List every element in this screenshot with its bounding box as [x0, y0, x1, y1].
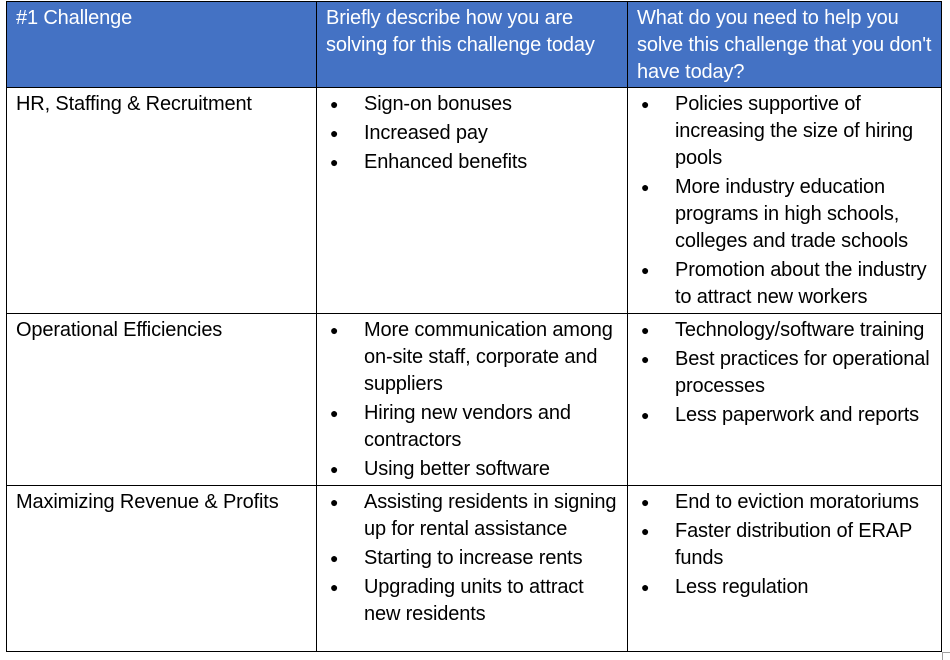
bullet-icon: ● [330, 461, 339, 477]
bullet-icon: ● [641, 96, 650, 112]
needs-cell [628, 88, 942, 314]
bullet-list [326, 489, 619, 628]
list-item-text: Assisting residents in signing up for rental assistance [364, 491, 617, 540]
list-item-text: Upgrading units to attract new residents [364, 576, 584, 625]
list-item-text: Hiring new vendors and contractors [364, 402, 571, 451]
list-item-text: Promotion about the industry to attract new workers [675, 259, 927, 308]
table-row [7, 314, 942, 486]
list-item-text: Sign-on bonuses [364, 93, 512, 115]
bullet-list [637, 489, 933, 601]
solving-today-cell [317, 486, 628, 652]
table-header [7, 2, 942, 88]
table-row [7, 486, 942, 652]
list-item [326, 120, 619, 147]
list-item-text: Less regulation [675, 576, 809, 598]
bullet-icon: ● [641, 262, 650, 278]
header-row [7, 2, 942, 88]
list-item-text: More industry education programs in high schools, colleges and trade schools [675, 176, 908, 252]
header-challenge: #1 Challenge [7, 2, 317, 88]
challenges-table [6, 1, 942, 652]
list-item-text: End to eviction moratoriums [675, 491, 919, 513]
bullet-icon: ● [330, 125, 339, 141]
list-item [637, 574, 933, 601]
solving-today-cell [317, 88, 628, 314]
header-needs: What do you need to help you solve this challenge that you don't have today? [628, 2, 942, 88]
bullet-icon: ● [641, 322, 650, 338]
list-item-text: Starting to increase rents [364, 547, 583, 569]
list-item [637, 402, 933, 429]
bullet-icon: ● [330, 494, 339, 510]
bullet-icon: ● [641, 579, 650, 595]
list-item-text: Faster distribution of ERAP funds [675, 520, 912, 569]
bullet-icon: ● [330, 405, 339, 421]
bullet-icon: ● [330, 579, 339, 595]
list-item-text: Enhanced benefits [364, 151, 528, 173]
list-item-text: Policies supportive of increasing the size of hiring pools [675, 93, 914, 169]
list-item-text: Less paperwork and reports [675, 404, 920, 426]
list-item [326, 317, 619, 398]
list-item [326, 149, 619, 176]
table-resize-corner-icon [942, 652, 950, 660]
bullet-icon: ● [330, 550, 339, 566]
list-item [637, 174, 933, 255]
bullet-icon: ● [641, 351, 650, 367]
list-item [326, 400, 619, 454]
bullet-icon: ● [330, 322, 339, 338]
needs-cell [628, 486, 942, 652]
challenge-cell: Operational Efficiencies [7, 314, 317, 486]
bullet-icon: ● [641, 523, 650, 539]
list-item-text: Best practices for operational processes [675, 348, 930, 397]
list-item [637, 346, 933, 400]
bullet-list [637, 317, 933, 429]
list-item [326, 574, 619, 628]
list-item [637, 489, 933, 516]
bullet-list [637, 91, 933, 311]
list-item [637, 317, 933, 344]
list-item-text: More communication among on-site staff, corporate and suppliers [364, 319, 613, 395]
bullet-icon: ● [330, 154, 339, 170]
bullet-icon: ● [641, 494, 650, 510]
list-item [326, 91, 619, 118]
table-body [7, 88, 942, 652]
challenge-cell: Maximizing Revenue & Profits [7, 486, 317, 652]
bullet-icon: ● [330, 96, 339, 112]
list-item [326, 456, 619, 483]
list-item [326, 489, 619, 543]
solving-today-cell [317, 314, 628, 486]
bullet-icon: ● [641, 179, 650, 195]
table-row [7, 88, 942, 314]
list-item [637, 91, 933, 172]
bullet-list [326, 91, 619, 176]
challenge-cell: HR, Staffing & Recruitment [7, 88, 317, 314]
list-item [326, 545, 619, 572]
list-item [637, 518, 933, 572]
list-item-text: Using better software [364, 458, 550, 480]
list-item-text: Technology/software training [675, 319, 925, 341]
list-item [637, 257, 933, 311]
list-item-text: Increased pay [364, 122, 488, 144]
bullet-icon: ● [641, 407, 650, 423]
bullet-list [326, 317, 619, 483]
needs-cell [628, 314, 942, 486]
header-solving-today: Briefly describe how you are solving for this challenge today [317, 2, 628, 88]
